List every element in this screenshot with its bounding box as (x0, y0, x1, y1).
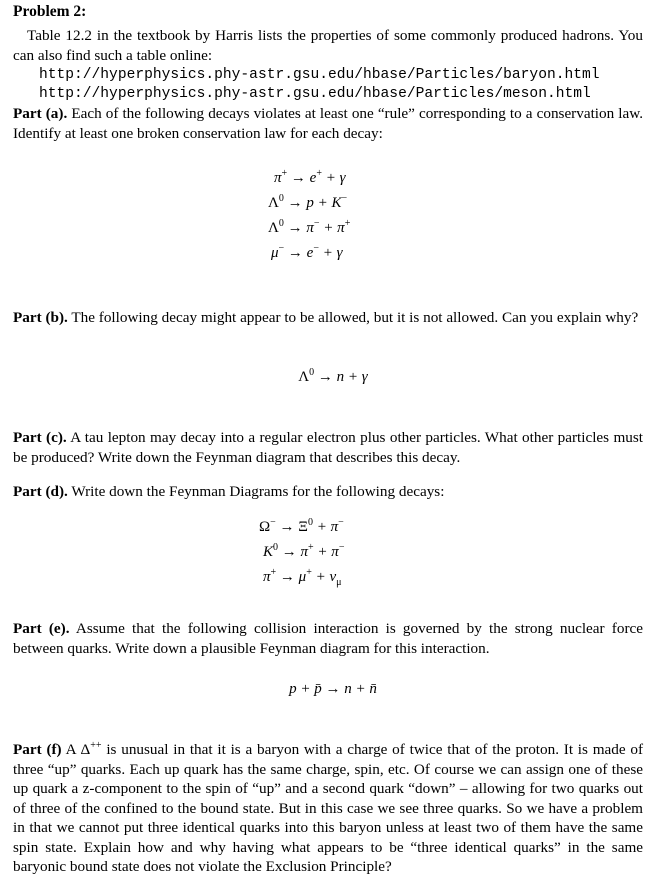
problem-intro: Table 12.2 in the textbook by Harris lists the properties of some commonly produced hadrons. You can also find such a table online: (13, 27, 643, 64)
part-d-body: Write down the Feynman Diagrams for the following decays: (71, 483, 445, 500)
equation-d2: $K^0 \to \pi^+ + \pi^-$ (263, 542, 345, 560)
part-f-text (13, 740, 643, 877)
equation-a3: $\Lambda^0 \to \pi^- + \pi^+$ (268, 218, 351, 236)
part-d-text (13, 482, 643, 502)
part-e-body: Assume that the following collision interaction is governed by the strong nuclear force between quarks. Write down a plausible Feynman diagram for this interaction. (13, 620, 643, 657)
part-d-label: Part (d). (13, 483, 68, 500)
part-f-a: A (65, 741, 76, 758)
part-e-text (13, 619, 643, 658)
url-meson[interactable]: http://hyperphysics.phy-astr.gsu.edu/hbase/Particles/meson.html (39, 86, 591, 102)
part-a-body: Each of the following decays violates at least one “rule” corresponding to a conservation law. Identify at least one broken conservation law for each decay: (13, 105, 644, 142)
equation-e: p + p̄ → n + n̄ (289, 681, 377, 697)
equation-d1: $\Omega^- \to \Xi^0 + \pi^-$ (259, 517, 344, 535)
part-c-label: Part (c). (13, 429, 67, 446)
equation-a2: $\Lambda^0 \to p + K^-$ (268, 193, 348, 211)
equation-b: $\Lambda^0 \to n + \gamma$ (298, 367, 368, 385)
equation-a1: π+ → e+ + γ (274, 168, 346, 186)
part-c-body: A tau lepton may decay into a regular electron plus other particles. What other particles must be produced? Write down the Feynman diagram that describes this decay. (13, 429, 643, 466)
equation-d3: $\pi^+ \to \mu^+ + \nu_\mu$ (263, 567, 342, 588)
part-b-label: Part (b). (13, 309, 68, 326)
part-f-label: Part (f) (13, 741, 62, 758)
part-c-text (13, 428, 643, 467)
equation-a4: μ− → e− + γ (271, 243, 343, 261)
part-a-text (13, 104, 643, 143)
part-f-body: is unusual in that it is a baryon with a charge of twice that of the proton. It is made of three “up” quarks. Each up quark has the same charge, spin, etc. Of course we can assign one of these up quark a z-component to the spin of “up” and a second quark “down” – allowing for two quarks out of three of the confined to the bound state. But in this case we see three quarks. So we have a problem in that we cannot put three identical quarks into this baryon unless at least two of them have the same spin state. Explain how and why having what appears to be “three identical quarks” in the same baryonic bound state does not violate the Exclusion Principle? (13, 741, 644, 875)
part-b-text (13, 308, 643, 328)
delta-plusplus-symbol: Δ++ (80, 739, 102, 758)
part-a-label: Part (a). (13, 105, 68, 122)
part-b-body: The following decay might appear to be allowed, but it is not allowed. Can you explain why? (71, 309, 639, 326)
problem-title: Problem 2: (13, 3, 87, 20)
part-e-label: Part (e). (13, 620, 70, 637)
url-baryon[interactable]: http://hyperphysics.phy-astr.gsu.edu/hbase/Particles/baryon.html (39, 67, 600, 83)
